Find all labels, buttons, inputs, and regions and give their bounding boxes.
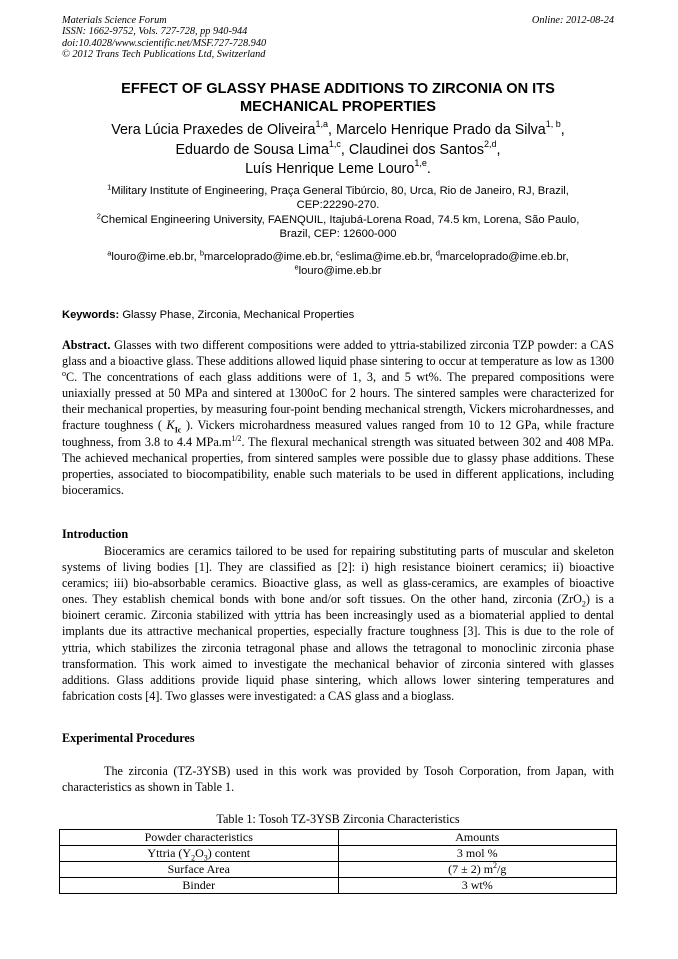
email-sup: d <box>435 248 440 258</box>
author-sup: 2,d <box>484 138 497 149</box>
email-link[interactable]: louro@ime.eb.br <box>298 265 382 277</box>
table-header-cell: Amounts <box>338 830 617 846</box>
section-heading-introduction: Introduction <box>62 527 129 541</box>
abstract <box>62 337 614 498</box>
table-row <box>60 878 617 894</box>
author-name: Vera Lúcia Praxedes de Oliveira <box>111 122 316 138</box>
table-header-row <box>60 830 617 846</box>
author-line-1: Vera Lúcia Praxedes de Oliveira$^{1,a}$, Marcelo Henrique Prado da Silva$^{1, b}$, <box>111 119 565 138</box>
author-line-3: Luís Henrique Leme Louro$^{1,e}$. <box>245 158 431 177</box>
affiliation-1 <box>62 184 614 212</box>
affiliation-2 <box>62 213 614 241</box>
title-line-2: MECHANICAL PROPERTIES <box>240 99 436 115</box>
email-sup: a <box>107 248 112 258</box>
subscript: 2 <box>581 599 586 609</box>
paper-title <box>62 80 614 116</box>
affiliation-sup: 2 <box>96 211 101 221</box>
journal-name: Materials Science Forum <box>62 15 167 26</box>
affiliation-text: Brazil, CEP: 12600-000 <box>279 228 397 240</box>
author-name: Luís Henrique Leme Louro <box>245 161 415 177</box>
introduction-paragraph <box>62 543 614 704</box>
abstract-text: C. The concentrations of each glass additions were of 1, 3, and 5 wt%. The prepared compositions were uniaxially pressed at 50 MPa and sintered at 1300oC for 2 hours. The sintered samples were characterized for their mechanical properties, by measuring four-point bending mechanical strength, Vickers microhardnesses, and fracture toughness ( <box>62 370 614 433</box>
email-link[interactable]: marceloprado@ime.eb.br <box>204 251 330 263</box>
table-cell: Surface Area <box>60 862 339 878</box>
affiliation-text: Chemical Engineering University, FAENQUIL, Itajubá-Lorena Road, 74.5 km, Lorena, São Paulo, <box>100 214 580 226</box>
author-sup: 1,c <box>328 138 341 149</box>
abstract-text: Glasses with two different compositions were added to yttria-stabilized zirconia TZP powder: a CAS glass and a bioactive glass. These additions allowed liquid phase sintering to occur at temperature as low as 1300 <box>62 338 614 369</box>
kic-symbol: K <box>166 418 175 433</box>
affiliation-sup: 1 <box>107 182 112 192</box>
author-line-2: Eduardo de Sousa Lima$^{1,c}$, Claudinei dos Santos$^{2,d}$, <box>175 138 501 158</box>
affiliation-text: Military Institute of Engineering, Praça General Tibúrcio, 80, Urca, Rio de Janeiro, RJ, Brazil, <box>111 185 569 197</box>
kic-subscript: Ic <box>174 425 182 435</box>
doi: doi:10.4028/www.scientific.net/MSF.727-728.940 <box>62 37 267 49</box>
abstract-label: Abstract. <box>62 338 111 352</box>
title-line-1: EFFECT OF GLASSY PHASE ADDITIONS TO ZIRCONIA ON ITS <box>121 81 555 97</box>
table-cell: 3 mol % <box>338 846 617 862</box>
email-sup: b <box>199 248 205 258</box>
section-heading-experimental: Experimental Procedures <box>62 731 195 745</box>
abstract-text: . The flexural mechanical strength was situated between 302 and 408 MPa. The achieved mechanical properties, from sintered samples were possible due to glassy phase additions. These properties, associated to biocompatibility, enable such materials to be used in different applications, including bioceramics. <box>62 434 614 497</box>
table-cell: Yttria $(Y_2O_3)$ content <box>60 846 339 862</box>
degree-sup: o <box>62 369 66 379</box>
author-name: Eduardo de Sousa Lima <box>175 141 329 158</box>
table-row <box>60 846 617 862</box>
author-name: Claudinei dos Santos <box>348 141 484 158</box>
issn: ISSN: 1662-9752, Vols. 727-728, pp 940-944 <box>62 26 248 38</box>
keywords-label: Keywords: <box>62 309 120 321</box>
author-list <box>62 121 614 180</box>
email-sup: c <box>336 248 340 258</box>
journal-header <box>62 15 614 61</box>
email-link[interactable]: louro@ime.eb.br <box>111 251 194 263</box>
table-cell: 3 wt% <box>338 878 617 894</box>
author-sup: 1,e <box>414 158 427 169</box>
introduction-text: ) is a bioinert ceramic. Zirconia stabilized with yttria has been increasingly used as a biomaterial applied to dental implants due its attractive mechanical properties, especially fracture toughness [3]. This is due to the role of yttria, which stabilizes the zirconia tetragonal phase and allows the tetragonal to monoclinic zirconia phase transformation. This work aimed to investigate the mechanical behavior of zirconia sintered with glasses additions. Glass additions provide liquid phase sintering, which allows lower sintering temperatures and fabrication costs [4]. Two glasses were investigated: a CAS glass and a bioglass. <box>62 592 614 703</box>
experimental-paragraph: The zirconia (TZ-3YSB) used in this work was provided by Tosoh Corporation, from Japan, with characteristics as shown in Table 1. <box>62 764 614 795</box>
exponent-sup: 1/2 <box>231 433 242 443</box>
table-caption: Table 1: Tosoh TZ-3YSB Zirconia Characteristics <box>216 812 460 826</box>
copyright: © 2012 Trans Tech Publications Ltd, Switzerland <box>62 49 266 61</box>
author-sup: 1, b <box>545 119 561 130</box>
keywords-text: Glassy Phase, Zirconia, Mechanical Properties <box>122 309 355 321</box>
table-cell: Binder <box>60 878 339 894</box>
affiliation-text: CEP:22290-270. <box>296 199 380 211</box>
table-row <box>60 862 617 878</box>
table-header-cell: Powder characteristics <box>60 830 339 846</box>
email-link[interactable]: marceloprado@ime.eb.br <box>439 251 566 263</box>
abstract-text: ). Vickers microhardness measured values ranged from 10 to 12 GPa, while fracture toughness, from 3.8 to 4.4 MPa.m <box>62 418 615 449</box>
email-list: $^a$louro@ime.eb.br, $^b$marceloprado@ime.eb.br, $^c$eslima@ime.eb.br, $^d$marceloprado@ime.eb.br, $^e$louro@ime.eb.br <box>107 248 569 277</box>
author-name: Marcelo Henrique Prado da Silva <box>335 122 546 138</box>
author-sup: 1,a <box>315 119 328 130</box>
introduction-text: Bioceramics are ceramics tailored to be used for repairing substituting parts of muscular and skeleton systems of living bodies [1]. They are classified as [2]: i) high resistance bioinert ceramics; ii) bioactive ceramics; iii) bio-absorbable ceramics. Bioactive glass, as well as glass-ceramics, are examples of bioactive ones. They establish chemical bonds with bone and/or soft tissues. On the other hand, zirconia (ZrO <box>62 544 614 607</box>
table-cell: (7 ± 2) $m^2/g$ <box>338 862 617 878</box>
keywords <box>62 308 614 322</box>
characteristics-table <box>59 829 617 894</box>
email-sup: e <box>294 262 299 272</box>
online-date: Online: 2012-08-24 <box>531 15 614 26</box>
email-link[interactable]: eslima@ime.eb.br <box>339 251 430 263</box>
